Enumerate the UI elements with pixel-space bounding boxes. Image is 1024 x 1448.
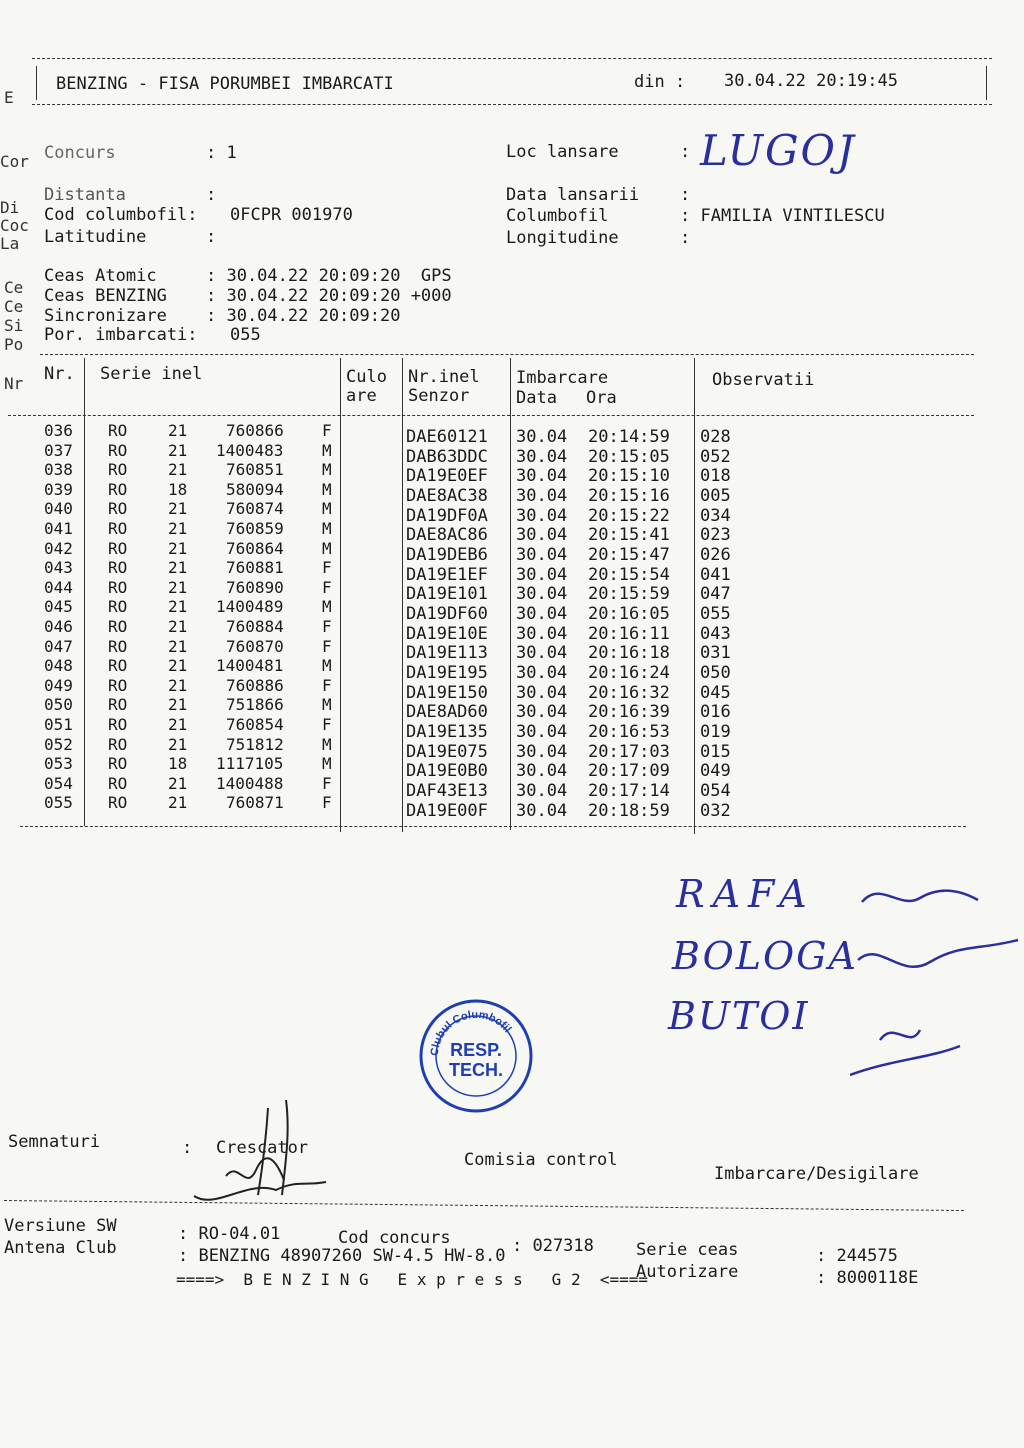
table-column-divider bbox=[84, 358, 85, 826]
row-serial: 760864 bbox=[226, 538, 284, 558]
row-year: 21 bbox=[168, 440, 188, 460]
row-year: 21 bbox=[168, 538, 188, 558]
margin-fragment: Si bbox=[4, 316, 24, 335]
row-sensor: DAE60121 bbox=[406, 427, 488, 447]
antena-club-label: Antena Club bbox=[4, 1238, 117, 1258]
column-header-nrinel-2: Senzor bbox=[408, 386, 470, 406]
row-sex: M bbox=[322, 695, 332, 715]
crescator-label: Crescator bbox=[216, 1138, 309, 1158]
row-time: 20:16:53 bbox=[588, 722, 670, 743]
row-nr: 037 bbox=[44, 440, 73, 460]
row-date: 30.04 bbox=[516, 643, 568, 664]
margin-fragment: Cor bbox=[0, 152, 29, 171]
longitudine-label: Longitudine bbox=[506, 228, 619, 248]
row-observatii: 015 bbox=[700, 741, 731, 762]
row-observatii: 054 bbox=[700, 781, 731, 802]
header-border-top bbox=[32, 58, 992, 59]
row-country: RO bbox=[108, 675, 128, 695]
row-observatii: 031 bbox=[700, 643, 731, 664]
table-header-top-border bbox=[40, 354, 974, 355]
row-time: 20:17:09 bbox=[588, 761, 670, 782]
table-column-divider bbox=[340, 358, 341, 832]
row-observatii: 049 bbox=[700, 761, 731, 782]
row-year: 18 bbox=[168, 754, 188, 774]
row-sensor: DA19E00F bbox=[406, 800, 488, 821]
row-serial: 580094 bbox=[226, 479, 284, 499]
row-nr: 045 bbox=[44, 597, 73, 617]
longitudine-value: : bbox=[680, 228, 691, 248]
row-year: 21 bbox=[168, 636, 188, 656]
data-lansarii-value: : bbox=[680, 185, 691, 205]
row-observatii: 016 bbox=[700, 702, 731, 723]
row-sex: F bbox=[322, 636, 332, 656]
concurs-label: Concurs bbox=[44, 143, 116, 163]
row-sensor: DA19E1EF bbox=[406, 564, 488, 585]
row-time: 20:17:14 bbox=[588, 781, 670, 802]
row-sensor: DA19E101 bbox=[406, 584, 488, 605]
row-sensor: DAB63DDC bbox=[406, 446, 488, 467]
row-country: RO bbox=[108, 793, 128, 813]
margin-fragment: Coc bbox=[0, 216, 29, 235]
autorizare-value: : 8000118E bbox=[816, 1268, 919, 1288]
stamp-line-2: TECH. bbox=[449, 1060, 503, 1080]
club-stamp-icon bbox=[416, 996, 536, 1116]
row-observatii: 005 bbox=[700, 486, 731, 506]
row-country: RO bbox=[108, 421, 128, 440]
row-year: 21 bbox=[168, 617, 188, 636]
row-sex: F bbox=[322, 577, 332, 597]
row-observatii: 055 bbox=[700, 604, 731, 625]
row-observatii: 045 bbox=[700, 682, 731, 703]
row-date: 30.04 bbox=[516, 702, 568, 723]
row-sex: F bbox=[322, 617, 332, 636]
row-country: RO bbox=[108, 597, 128, 617]
row-sensor: DA19DEB6 bbox=[406, 545, 488, 566]
row-time: 20:15:22 bbox=[588, 505, 670, 526]
row-observatii: 018 bbox=[700, 466, 731, 487]
latitudine-value: : bbox=[206, 227, 217, 247]
header-border-left bbox=[36, 66, 37, 100]
row-sensor: DA19E075 bbox=[406, 741, 488, 762]
row-time: 20:15:54 bbox=[588, 564, 670, 585]
row-year: 21 bbox=[168, 597, 188, 617]
row-country: RO bbox=[108, 519, 128, 538]
margin-fragment: Di bbox=[0, 198, 20, 217]
ceas-benzing-value: : 30.04.22 20:09:20 +000 bbox=[206, 286, 452, 306]
row-sensor: DA19E150 bbox=[406, 682, 488, 703]
row-observatii: 043 bbox=[700, 623, 731, 644]
data-lansarii-label: Data lansarii bbox=[506, 185, 640, 205]
row-nr: 055 bbox=[44, 793, 73, 813]
row-observatii: 032 bbox=[700, 800, 731, 821]
row-sensor: DAF43E13 bbox=[406, 781, 488, 802]
row-nr: 048 bbox=[44, 656, 73, 676]
porumbei-imbarcati-value: 055 bbox=[230, 325, 261, 345]
row-year: 21 bbox=[168, 793, 188, 813]
row-year: 21 bbox=[168, 675, 188, 695]
row-year: 21 bbox=[168, 460, 188, 480]
row-sex: F bbox=[322, 558, 332, 578]
row-time: 20:16:32 bbox=[588, 682, 670, 703]
antena-club-value: : BENZING 48907260 SW-4.5 HW-8.0 bbox=[178, 1246, 506, 1266]
row-nr: 053 bbox=[44, 754, 73, 774]
ceas-atomic-label: Ceas Atomic bbox=[44, 266, 157, 286]
row-sex: M bbox=[322, 734, 332, 754]
row-nr: 041 bbox=[44, 519, 73, 538]
row-country: RO bbox=[108, 460, 128, 480]
row-nr: 044 bbox=[44, 577, 73, 597]
row-date: 30.04 bbox=[516, 761, 568, 782]
row-sensor: DA19E135 bbox=[406, 722, 488, 743]
row-country: RO bbox=[108, 754, 128, 774]
row-year: 21 bbox=[168, 656, 188, 676]
sincronizare-value: : 30.04.22 20:09:20 bbox=[206, 306, 401, 326]
row-sensor: DAE8AC86 bbox=[406, 525, 488, 546]
row-date: 30.04 bbox=[516, 781, 568, 802]
row-sex: M bbox=[322, 519, 332, 538]
row-nr: 046 bbox=[44, 617, 73, 636]
row-time: 20:15:10 bbox=[588, 466, 670, 487]
row-serial: 760851 bbox=[226, 460, 284, 480]
row-year: 21 bbox=[168, 577, 188, 597]
stamp-line-1: RESP. bbox=[450, 1040, 502, 1060]
row-time: 20:15:47 bbox=[588, 545, 670, 566]
row-year: 21 bbox=[168, 499, 188, 519]
row-nr: 040 bbox=[44, 499, 73, 519]
row-serial: 760881 bbox=[226, 558, 284, 578]
column-header-observatii: Observatii bbox=[712, 370, 815, 390]
row-country: RO bbox=[108, 734, 128, 754]
margin-fragment: E bbox=[4, 88, 14, 107]
row-date: 30.04 bbox=[516, 682, 568, 703]
row-date: 30.04 bbox=[516, 663, 568, 684]
row-sex: M bbox=[322, 754, 332, 774]
row-sex: M bbox=[322, 656, 332, 676]
row-serial: 751866 bbox=[226, 695, 284, 715]
row-year: 21 bbox=[168, 695, 188, 715]
row-sensor: DA19E195 bbox=[406, 663, 488, 684]
row-sex: F bbox=[322, 421, 332, 440]
semnaturi-colon: : bbox=[182, 1138, 193, 1158]
row-sex: F bbox=[322, 715, 332, 734]
row-observatii: 052 bbox=[700, 446, 731, 467]
row-country: RO bbox=[108, 499, 128, 519]
crescator-signature bbox=[186, 1100, 346, 1210]
row-country: RO bbox=[108, 440, 128, 460]
row-year: 18 bbox=[168, 479, 188, 499]
row-observatii: 026 bbox=[700, 545, 731, 566]
row-sex: F bbox=[322, 793, 332, 813]
comisia-control-label: Comisia control bbox=[464, 1150, 618, 1170]
row-serial: 760890 bbox=[226, 577, 284, 597]
row-time: 20:14:59 bbox=[588, 427, 670, 447]
row-country: RO bbox=[108, 538, 128, 558]
column-header-ora: Ora bbox=[586, 388, 617, 408]
row-country: RO bbox=[108, 773, 128, 793]
row-date: 30.04 bbox=[516, 545, 568, 566]
row-serial: 1400481 bbox=[216, 656, 284, 676]
row-country: RO bbox=[108, 636, 128, 656]
column-header-data: Data bbox=[516, 388, 557, 408]
signature-scribbles bbox=[850, 870, 1020, 1090]
row-time: 20:17:03 bbox=[588, 741, 670, 762]
row-year: 21 bbox=[168, 715, 188, 734]
row-date: 30.04 bbox=[516, 623, 568, 644]
margin-fragment: La bbox=[0, 234, 20, 253]
row-observatii: 019 bbox=[700, 722, 731, 743]
row-sex: F bbox=[322, 773, 332, 793]
porumbei-imbarcati-label: Por. imbarcati: bbox=[44, 325, 198, 345]
row-date: 30.04 bbox=[516, 800, 568, 821]
row-time: 20:16:11 bbox=[588, 623, 670, 644]
row-nr: 042 bbox=[44, 538, 73, 558]
row-country: RO bbox=[108, 558, 128, 578]
row-nr: 052 bbox=[44, 734, 73, 754]
row-year: 21 bbox=[168, 421, 188, 440]
cod-columbofil-value: 0FCPR 001970 bbox=[230, 205, 353, 225]
margin-fragment: Po bbox=[4, 335, 24, 354]
table-header-bottom-border bbox=[8, 415, 974, 416]
margin-fragment: Ce bbox=[4, 297, 24, 316]
row-time: 20:15:05 bbox=[588, 446, 670, 467]
versiune-sw-label: Versiune SW bbox=[4, 1216, 117, 1236]
concurs-value: : 1 bbox=[206, 143, 237, 163]
row-serial: 760870 bbox=[226, 636, 284, 656]
distanta-label: Distanta bbox=[44, 185, 126, 205]
semnaturi-label: Semnaturi bbox=[8, 1132, 101, 1152]
row-time: 20:18:59 bbox=[588, 800, 670, 821]
row-country: RO bbox=[108, 617, 128, 636]
table-column-divider bbox=[402, 358, 403, 832]
handwritten-loc-lansare: LUGOJ bbox=[700, 126, 856, 175]
row-time: 20:16:18 bbox=[588, 643, 670, 664]
row-nr: 054 bbox=[44, 773, 73, 793]
row-date: 30.04 bbox=[516, 466, 568, 487]
row-date: 30.04 bbox=[516, 741, 568, 762]
cod-concurs-label: Cod concurs bbox=[338, 1228, 451, 1248]
column-header-culoare-2: are bbox=[346, 386, 377, 406]
row-nr: 049 bbox=[44, 675, 73, 695]
row-sensor: DA19E0B0 bbox=[406, 761, 488, 782]
row-nr: 050 bbox=[44, 695, 73, 715]
row-serial: 760871 bbox=[226, 793, 284, 813]
row-serial: 1400488 bbox=[216, 773, 284, 793]
imbarcare-desigilare-label: Imbarcare/Desigilare bbox=[714, 1164, 919, 1184]
row-date: 30.04 bbox=[516, 584, 568, 605]
row-sex: M bbox=[322, 479, 332, 499]
ceas-benzing-label: Ceas BENZING bbox=[44, 286, 167, 306]
row-nr: 039 bbox=[44, 479, 73, 499]
row-sex: M bbox=[322, 460, 332, 480]
row-sensor: DA19DF60 bbox=[406, 604, 488, 625]
row-serial: 760854 bbox=[226, 715, 284, 734]
row-date: 30.04 bbox=[516, 446, 568, 467]
distanta-value: : bbox=[206, 185, 217, 205]
columbofil-label: Columbofil bbox=[506, 206, 609, 226]
column-header-nrinel-1: Nr.inel bbox=[408, 367, 480, 387]
row-sex: M bbox=[322, 499, 332, 519]
cod-columbofil-label: Cod columbofil: bbox=[44, 205, 198, 225]
column-header-culoare-1: Culo bbox=[346, 367, 387, 387]
handwritten-signature-3: BUTOI bbox=[668, 994, 810, 1038]
row-sex: M bbox=[322, 538, 332, 558]
benzing-express-banner: ====> B E N Z I N G E x p r e s s G 2 <==== bbox=[176, 1270, 649, 1289]
date-value: 30.04.22 20:19:45 bbox=[724, 71, 898, 91]
row-date: 30.04 bbox=[516, 564, 568, 585]
row-date: 30.04 bbox=[516, 427, 568, 447]
serie-ceas-label: Serie ceas bbox=[636, 1240, 739, 1260]
row-year: 21 bbox=[168, 773, 188, 793]
row-observatii: 041 bbox=[700, 564, 731, 585]
row-serial: 760886 bbox=[226, 675, 284, 695]
row-serial: 1400483 bbox=[216, 440, 284, 460]
column-header-nr: Nr. bbox=[44, 364, 75, 384]
handwritten-signature-1: RAFA bbox=[676, 872, 815, 916]
margin-fragment: Nr bbox=[4, 374, 24, 393]
document-title: BENZING - FISA PORUMBEI IMBARCATI bbox=[56, 74, 394, 94]
row-nr: 047 bbox=[44, 636, 73, 656]
row-date: 30.04 bbox=[516, 722, 568, 743]
row-serial: 760859 bbox=[226, 519, 284, 538]
ceas-atomic-value: : 30.04.22 20:09:20 GPS bbox=[206, 266, 452, 286]
row-country: RO bbox=[108, 656, 128, 676]
row-time: 20:15:59 bbox=[588, 584, 670, 605]
table-column-divider bbox=[510, 358, 511, 830]
row-serial: 1400489 bbox=[216, 597, 284, 617]
versiune-sw-value: : RO-04.01 bbox=[178, 1224, 281, 1244]
row-serial: 751812 bbox=[226, 734, 284, 754]
row-date: 30.04 bbox=[516, 505, 568, 526]
row-sensor: DAE8AD60 bbox=[406, 702, 488, 723]
row-year: 21 bbox=[168, 519, 188, 538]
row-country: RO bbox=[108, 695, 128, 715]
row-nr: 051 bbox=[44, 715, 73, 734]
loc-lansare-value: : bbox=[680, 142, 691, 162]
row-serial: 760874 bbox=[226, 499, 284, 519]
row-country: RO bbox=[108, 715, 128, 734]
table-bottom-border bbox=[20, 826, 966, 827]
row-observatii: 034 bbox=[700, 505, 731, 526]
row-year: 21 bbox=[168, 558, 188, 578]
row-serial: 1117105 bbox=[216, 754, 284, 774]
row-sensor: DA19E10E bbox=[406, 623, 488, 644]
row-sensor: DA19E0EF bbox=[406, 466, 488, 487]
row-nr: 036 bbox=[44, 421, 73, 440]
row-time: 20:15:41 bbox=[588, 525, 670, 546]
row-sex: M bbox=[322, 440, 332, 460]
column-header-imbarcare: Imbarcare bbox=[516, 368, 609, 388]
row-observatii: 047 bbox=[700, 584, 731, 605]
header-border-right bbox=[986, 66, 987, 100]
table-column-divider bbox=[694, 358, 695, 834]
stamp-arc-text: Clubul Columbofil bbox=[428, 1008, 514, 1057]
autorizare-label: Autorizare bbox=[636, 1262, 739, 1282]
row-time: 20:16:39 bbox=[588, 702, 670, 723]
row-date: 30.04 bbox=[516, 604, 568, 625]
row-nr: 038 bbox=[44, 460, 73, 480]
row-serial: 760884 bbox=[226, 617, 284, 636]
row-nr: 043 bbox=[44, 558, 73, 578]
column-header-serie-inel: Serie inel bbox=[100, 364, 203, 384]
row-sex: F bbox=[322, 675, 332, 695]
row-country: RO bbox=[108, 577, 128, 597]
cod-concurs-value: : 027318 bbox=[512, 1236, 594, 1256]
row-year: 21 bbox=[168, 734, 188, 754]
row-country: RO bbox=[108, 479, 128, 499]
header-border-bottom bbox=[32, 104, 992, 105]
columbofil-value: : FAMILIA VINTILESCU bbox=[680, 206, 885, 226]
row-time: 20:16:05 bbox=[588, 604, 670, 625]
row-sensor: DAE8AC38 bbox=[406, 486, 488, 506]
row-observatii: 050 bbox=[700, 663, 731, 684]
row-serial: 760866 bbox=[226, 421, 284, 440]
row-time: 20:16:24 bbox=[588, 663, 670, 684]
loc-lansare-label: Loc lansare bbox=[506, 142, 619, 162]
row-date: 30.04 bbox=[516, 486, 568, 506]
sincronizare-label: Sincronizare bbox=[44, 306, 167, 326]
latitudine-label: Latitudine bbox=[44, 227, 147, 247]
row-sensor: DA19DF0A bbox=[406, 505, 488, 526]
footer-border bbox=[4, 1200, 964, 1211]
row-time: 20:15:16 bbox=[588, 486, 670, 506]
row-observatii: 023 bbox=[700, 525, 731, 546]
serie-ceas-value: : 244575 bbox=[816, 1246, 898, 1266]
row-observatii: 028 bbox=[700, 427, 731, 447]
row-date: 30.04 bbox=[516, 525, 568, 546]
row-sensor: DA19E113 bbox=[406, 643, 488, 664]
handwritten-signature-2: BOLOGA bbox=[672, 934, 858, 978]
date-label: din : bbox=[634, 72, 686, 92]
row-sex: M bbox=[322, 597, 332, 617]
margin-fragment: Ce bbox=[4, 278, 24, 297]
